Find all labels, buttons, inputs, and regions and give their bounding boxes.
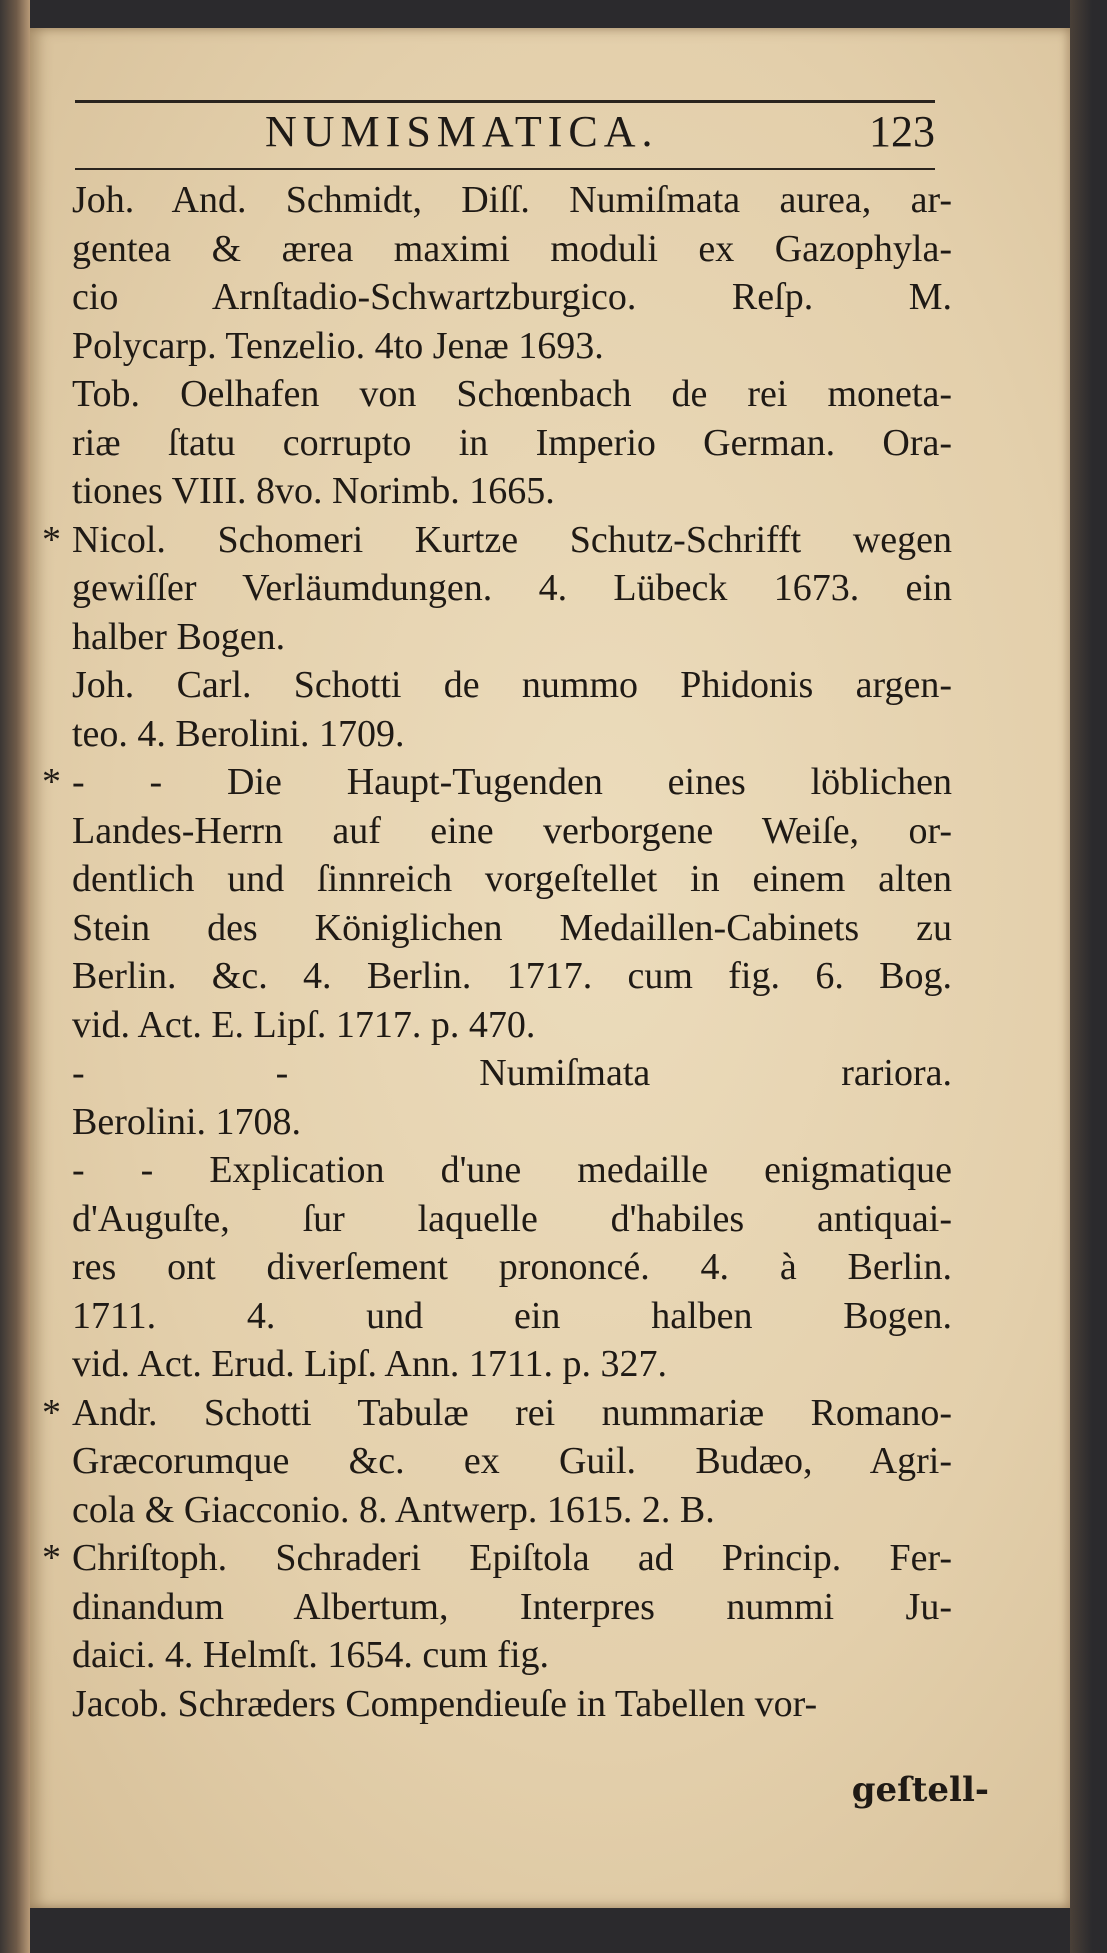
entry-line: * Nicol. Schomeri Kurtze Schutz-Schrifft wegen [72, 518, 952, 561]
bibliography-entry [72, 1389, 952, 1535]
entry-line: - - Numiſmata rariora. [72, 1052, 952, 1094]
catchword: geſtell- [851, 1770, 989, 1810]
header-rule-bottom [75, 168, 935, 170]
page-number: 123 [869, 107, 935, 156]
bibliography-entry [72, 758, 952, 1049]
entry-line: teo. 4. Berolini. 1709. [72, 712, 405, 755]
entry-line: gentea & ærea maximi moduli ex Gazophyla- [72, 227, 952, 270]
entry-line: Stein des Königlichen Medaillen-Cabinets zu [72, 906, 952, 949]
bibliography-entry [72, 370, 952, 516]
entry-line: * - - Die Haupt-Tugenden eines löblichen [72, 761, 952, 803]
entry-line: Berlin. &c. 4. Berlin. 1717. cum fig. 6. Bog. [72, 955, 952, 997]
bibliography-text [72, 176, 952, 1728]
entry-line: * Chriſtoph. Schraderi Epiſtola ad Princip. Fer- [72, 1537, 952, 1579]
entry-line: dentlich und ſinnreich vorgeſtellet in einem alten [72, 858, 952, 900]
entry-line: Tob. Oelhafen von Schœnbach de rei moneta- [72, 373, 952, 415]
entry-line: 1711. 4. und ein halben Bogen. [72, 1294, 952, 1337]
entry-line: d'Auguſte, ſur laquelle d'habiles antiquai- [72, 1197, 952, 1240]
entry-line: riæ ſtatu corrupto in Imperio German. Ora- [72, 421, 952, 464]
entry-line: dinandum Albertum, Interpres nummi Ju- [72, 1585, 952, 1628]
header-rule-top [75, 100, 935, 103]
entry-line: Landes-Herrn auf eine verborgene Weiſe, or- [72, 809, 952, 852]
entry-line: Græcorumque &c. ex Guil. Budæo, Agri- [72, 1440, 952, 1482]
page-header [75, 106, 935, 162]
entry-line: res ont diverſement prononcé. 4. à Berlin. [72, 1246, 952, 1288]
bibliography-entry [72, 1146, 952, 1389]
entry-line: cio Arnſtadio-Schwartzburgico. Reſp. M. [72, 276, 952, 318]
running-head: NUMISMATICA. [265, 107, 659, 156]
entry-line: Jacob. Schræders Compendieuſe in Tabellen vor- [72, 1682, 818, 1725]
entry-line: gewiſſer Verläumdungen. 4. Lübeck 1673. ein [72, 567, 952, 609]
entry-line: cola & Giacconio. 8. Antwerp. 1615. 2. B. [72, 1488, 715, 1531]
entry-line: daici. 4. Helmſt. 1654. cum fig. [72, 1634, 550, 1676]
entry-line: * Andr. Schotti Tabulæ rei nummariæ Romano- [72, 1391, 952, 1434]
entry-line: Polycarp. Tenzelio. 4to Jenæ 1693. [72, 324, 604, 367]
entry-line: Joh. And. Schmidt, Diſſ. Numiſmata aurea, ar- [72, 179, 952, 221]
bibliography-entry [72, 661, 952, 758]
bibliography-entry [72, 1049, 952, 1146]
bibliography-entry [72, 516, 952, 662]
bibliography-entry [72, 1680, 952, 1729]
entry-line: Joh. Carl. Schotti de nummo Phidonis argen- [72, 664, 952, 706]
page-edge-shadow [1070, 0, 1107, 1953]
bibliography-entry [72, 1534, 952, 1680]
entry-line: vid. Act. Erud. Lipſ. Ann. 1711. p. 327. [72, 1343, 667, 1385]
entry-line: tiones VIII. 8vo. Norimb. 1665. [72, 470, 555, 512]
entry-line: halber Bogen. [72, 615, 286, 658]
book-gutter [0, 0, 30, 1953]
entry-line: vid. Act. E. Lipſ. 1717. p. 470. [72, 1003, 536, 1046]
entry-line: - - Explication d'une medaille enigmatique [72, 1149, 952, 1191]
entry-line: Berolini. 1708. [72, 1100, 302, 1143]
bibliography-entry [72, 176, 952, 370]
